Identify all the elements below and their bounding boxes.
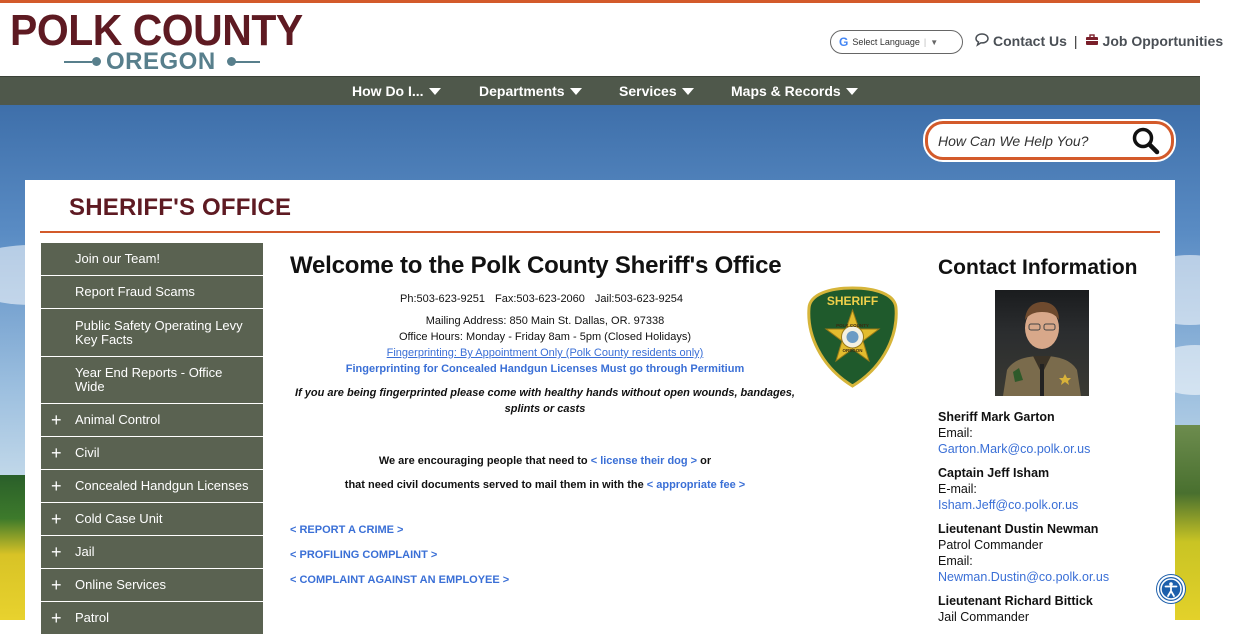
county-logo-subtitle[interactable] [64,50,260,74]
title-divider [40,231,1160,233]
caret-down-icon [429,88,441,95]
search-button[interactable] [1131,127,1161,155]
contact-role: Patrol Commander [938,538,1043,552]
contact-email-link[interactable]: Garton.Mark@co.polk.or.us [938,442,1091,456]
sidebar-item-label: Concealed Handgun Licenses [75,478,249,493]
encourage-line [290,455,800,467]
sidebar-item-patrol[interactable] [41,602,263,635]
sidebar-item-concealed-handgun-licenses[interactable] [41,470,263,503]
sheriff-photo [995,290,1089,396]
contact-email-link[interactable]: Newman.Dustin@co.polk.or.us [938,570,1110,584]
sidebar-item-label: Jail [75,544,95,559]
site-header [0,3,1224,76]
sidebar-item-label: Year End Reports - Office Wide [75,365,223,394]
logo-oregon-text: OREGON [106,48,216,75]
google-icon: G [839,35,849,49]
sidebar-item-jail[interactable] [41,536,263,569]
contact-us-link[interactable] [975,33,1067,49]
nav-maps-records[interactable] [731,77,858,106]
chl-fingerprinting-link[interactable]: Fingerprinting for Concealed Handgun Licenses Must go through Permitium [345,363,745,375]
mailing-address: Mailing Address: 850 Main St. Dallas, OR. 97338 [425,315,665,327]
caret-down-icon [846,88,858,95]
report-crime-link[interactable]: < REPORT A CRIME > [290,524,404,536]
accessibility-icon [1159,577,1183,601]
contact-email-link[interactable]: Isham.Jeff@co.polk.or.us [938,498,1079,512]
nav-how-do-i[interactable] [352,77,441,106]
fingerprint-note: If you are being fingerprinted please come with healthy hands without open wounds, bandages, splints or casts [295,387,795,415]
contact-email-label: Email: [938,554,973,568]
main-nav [0,76,1200,105]
appropriate-fee-link[interactable]: < appropriate fee > [646,479,746,491]
plus-icon[interactable]: + [51,608,62,628]
sidebar-item-online-services[interactable] [41,569,263,602]
contact-name: Captain Jeff Isham [938,466,1050,480]
sidebar-item-label: Online Services [75,577,167,592]
contact-email-label: Email: [938,426,973,440]
contact-role: Jail Commander [938,610,1030,624]
plus-icon[interactable]: + [51,476,62,496]
plus-icon[interactable]: + [51,575,62,595]
search-input[interactable] [938,130,1128,152]
sidebar-item-label: Join our Team! [75,251,161,266]
contact-spacer [938,513,1178,521]
contact-name: Lieutenant Richard Bittick [938,594,1093,608]
contact-email-label: E-mail: [938,482,977,496]
contacts-list [938,409,1178,625]
sidebar-item-report-fraud-scams[interactable] [41,276,263,309]
sidebar-item-levy-key-facts[interactable] [41,309,263,357]
plus-icon[interactable]: + [51,509,62,529]
fax-number: Fax:503-623-2060 [495,293,585,305]
license-dog-link[interactable]: < license their dog > [590,455,698,467]
language-select-label: Select Language [852,37,920,47]
sidebar-item-cold-case-unit[interactable] [41,503,263,536]
chat-bubble-icon [975,33,989,46]
office-hours: Office Hours: Monday - Friday 8am - 5pm (Closed Holidays) [398,331,691,343]
civil-line [290,479,800,491]
logo-dot-left [92,57,101,66]
content-panel [25,180,1175,628]
fingerprinting-link[interactable]: Fingerprinting: By Appointment Only (Polk County residents only) [386,347,704,359]
language-separator: | [923,37,927,47]
plus-icon[interactable]: + [51,443,62,463]
sidebar-item-join-our-team[interactable] [41,243,263,276]
profiling-complaint-link[interactable]: < PROFILING COMPLAINT > [290,549,438,561]
phone-number: Ph:503-623-9251 [400,293,486,305]
employee-complaint-link[interactable]: < COMPLAINT AGAINST AN EMPLOYEE > [290,574,510,586]
sidebar-item-label: Public Safety Operating Levy Key Facts [75,317,243,347]
badge-top-text: SHERIFF [826,294,879,308]
contact-name: Lieutenant Dustin Newman [938,522,1099,536]
sidebar-item-label: Animal Control [75,412,161,427]
site-search [925,121,1174,160]
sidebar-item-year-end-reports[interactable] [41,357,263,404]
civil-prefix: that need civil documents served to mail them in with the [344,479,644,491]
contact-spacer [938,585,1178,593]
header-link-separator: | [1073,33,1078,49]
sheriff-portrait [995,290,1089,396]
logo-bar-left [64,61,92,63]
header-links [975,33,1223,49]
county-logo-title[interactable]: POLK COUNTY [10,6,303,55]
language-select[interactable] [830,30,963,54]
logo-bar-right [234,61,260,63]
contact-spacer [938,457,1178,465]
nav-label: Services [619,83,677,99]
phone-numbers [400,293,693,305]
encourage-or: or [700,455,712,467]
contact-name: Sheriff Mark Garton [938,410,1055,424]
jail-number: Jail:503-623-9254 [594,293,683,305]
caret-down-icon [682,88,694,95]
badge-ring-text: POLK COUNTY [836,323,869,328]
contact-information [938,256,1168,624]
sidebar-item-animal-control[interactable] [41,404,263,437]
office-info [290,313,800,377]
sheriff-badge-logo [805,286,900,388]
nav-label: Departments [479,83,565,99]
nav-label: How Do I... [352,83,424,99]
sidebar-item-label: Civil [75,445,100,460]
job-opportunities-label: Job Opportunities [1102,33,1224,49]
plus-icon[interactable]: + [51,542,62,562]
nav-departments[interactable] [479,77,582,106]
briefcase-icon [1085,34,1099,46]
job-opportunities-link[interactable] [1085,33,1224,49]
chevron-down-icon: ▼ [930,37,939,47]
sidebar-item-label: Patrol [75,610,109,625]
contact-heading: Contact Information [938,256,1138,279]
sidebar-item-civil[interactable] [41,437,263,470]
sidebar-item-label: Cold Case Unit [75,511,163,526]
accessibility-button[interactable] [1157,575,1185,603]
nav-services[interactable] [619,77,694,106]
search-icon [1131,127,1161,155]
sidebar-menu [41,243,263,635]
sidebar-item-label: Report Fraud Scams [75,284,195,299]
main-content [290,252,810,586]
contact-us-label: Contact Us [993,33,1067,49]
encourage-prefix: We are encouraging people that need to [378,455,588,467]
plus-icon[interactable]: + [51,410,62,430]
nav-label: Maps & Records [731,83,841,99]
page-title: SHERIFF'S OFFICE [69,194,292,221]
caret-down-icon [570,88,582,95]
badge-bottom-text: OREGON [842,348,863,353]
welcome-heading: Welcome to the Polk County Sheriff's Office [290,252,782,279]
